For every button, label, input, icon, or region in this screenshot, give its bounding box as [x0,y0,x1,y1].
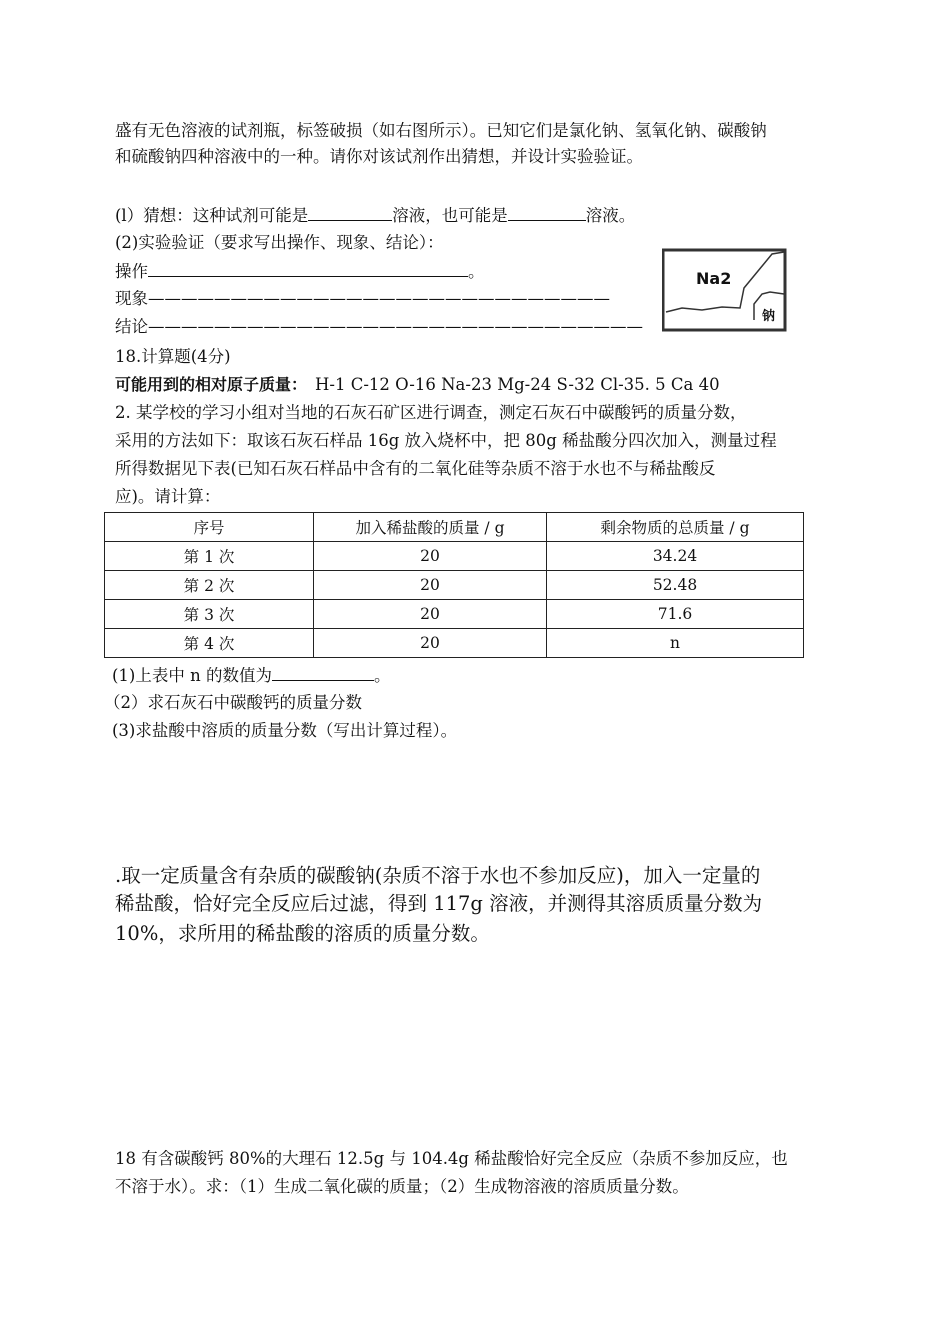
guess-blank-2[interactable] [508,204,586,221]
header-cell: 加入稀盐酸的质量 / g [314,513,547,542]
q17-operation-line [115,260,485,283]
table-cell: n [547,629,804,658]
sub-question-1 [112,664,391,687]
na2co3-question-line-2: 稀盐酸，恰好完全反应后过滤，得到 117g 溶液，并测得其溶质质量分数为 [115,892,763,915]
na2co3-question-line-3: 10%，求所用的稀盐酸的溶质的质量分数。 [115,922,490,945]
q17-guess-prefix: (l）猜想：这种试剂可能是 [115,206,309,225]
sub-question-3: (3)求盐酸中溶质的质量分数（写出计算过程）。 [112,721,458,740]
atomic-mass-values: H-1 C-12 O-16 Na-23 Mg-24 S-32 Cl-35. 5 Ca 40 [315,375,720,394]
q17-conclusion-line: 结论—————————————————————————————— [115,317,643,336]
broken-label-figure [662,248,790,334]
q18-paragraph-line-2: 采用的方法如下：取该石灰石样品 16g 放入烧杯中，把 80g 稀盐酸分四次加入，测量过程 [115,431,777,450]
sub-question-1-end: 。 [374,666,391,685]
operation-label: 操作 [115,262,148,281]
table-cell: 第 3 次 [105,600,314,629]
header-cell: 剩余物质的总质量 / g [547,513,804,542]
table-cell: 第 2 次 [105,571,314,600]
label-char: 钠 [762,309,776,324]
data-table [104,512,804,658]
q18-paragraph-line-1: 2. 某学校的学习小组对当地的石灰石矿区进行调查，测定石灰石中碳酸钙的质量分数， [115,403,747,422]
q17-intro-line-2: 和硫酸钠四种溶液中的一种。请你对该试剂作出猜想，并设计实验验证。 [115,147,643,166]
table-cell: 71.6 [547,600,804,629]
table-cell: 34.24 [547,542,804,571]
table-cell: 20 [314,629,547,658]
q17-guess-line [115,204,635,227]
q18-heading: 18.计算题(4分) [115,347,231,366]
atomic-mass-label: 可能用到的相对原子质量： [115,375,308,394]
q17-verify-heading: (2)实验验证（要求写出操作、现象、结论）： [115,233,444,252]
torn-label-illustration [662,248,790,334]
table-header-row [105,513,804,542]
n-value-blank[interactable] [272,664,374,681]
table-cell: 52.48 [547,571,804,600]
table-row [105,600,804,629]
q17-phenomenon-line: 现象———————————————————————————— [115,289,610,308]
atomic-mass-line [115,374,720,396]
table-cell: 第 4 次 [105,629,314,658]
q18-paragraph-line-4: 应)。请计算： [115,487,221,506]
table-cell: 20 [314,600,547,629]
q17-guess-mid: 溶液，也可能是 [392,206,508,225]
sub-question-1-text: (1)上表中 n 的数值为 [112,666,272,685]
q18-paragraph-line-3: 所得数据见下表(已知石灰石样品中含有的二氧化硅等杂质不溶于水也不与稀盐酸反 [115,459,716,478]
table-cell: 20 [314,571,547,600]
na2co3-question-line-1: .取一定质量含有杂质的碳酸钠(杂质不溶于水也不参加反应)，加入一定量的 [115,864,761,887]
guess-blank-1[interactable] [308,204,392,221]
sub-question-2: （2）求石灰石中碳酸钙的质量分数 [104,693,362,712]
table-cell: 第 1 次 [105,542,314,571]
q17-intro-line-1: 盛有无色溶液的试剂瓶，标签破损（如右图所示）。已知它们是氯化钠、氢氧化钠、碳酸钠 [115,121,767,140]
marble-question-line-2: 不溶于水）。求：（1）生成二氧化碳的质量；（2）生成物溶液的溶质质量分数。 [115,1177,689,1196]
q17-guess-suffix: 溶液。 [585,206,636,225]
table-row [105,542,804,571]
header-cell: 序号 [105,513,314,542]
table-cell: 20 [314,542,547,571]
label-text: Na2 [696,269,732,288]
table-row [105,571,804,600]
operation-end: 。 [468,262,485,281]
operation-blank[interactable] [148,260,468,277]
marble-question-line-1: 18 有含碳酸钙 80%的大理石 12.5g 与 104.4g 稀盐酸恰好完全反应（杂质不参加反应，也 [115,1149,788,1168]
table-row [105,629,804,658]
